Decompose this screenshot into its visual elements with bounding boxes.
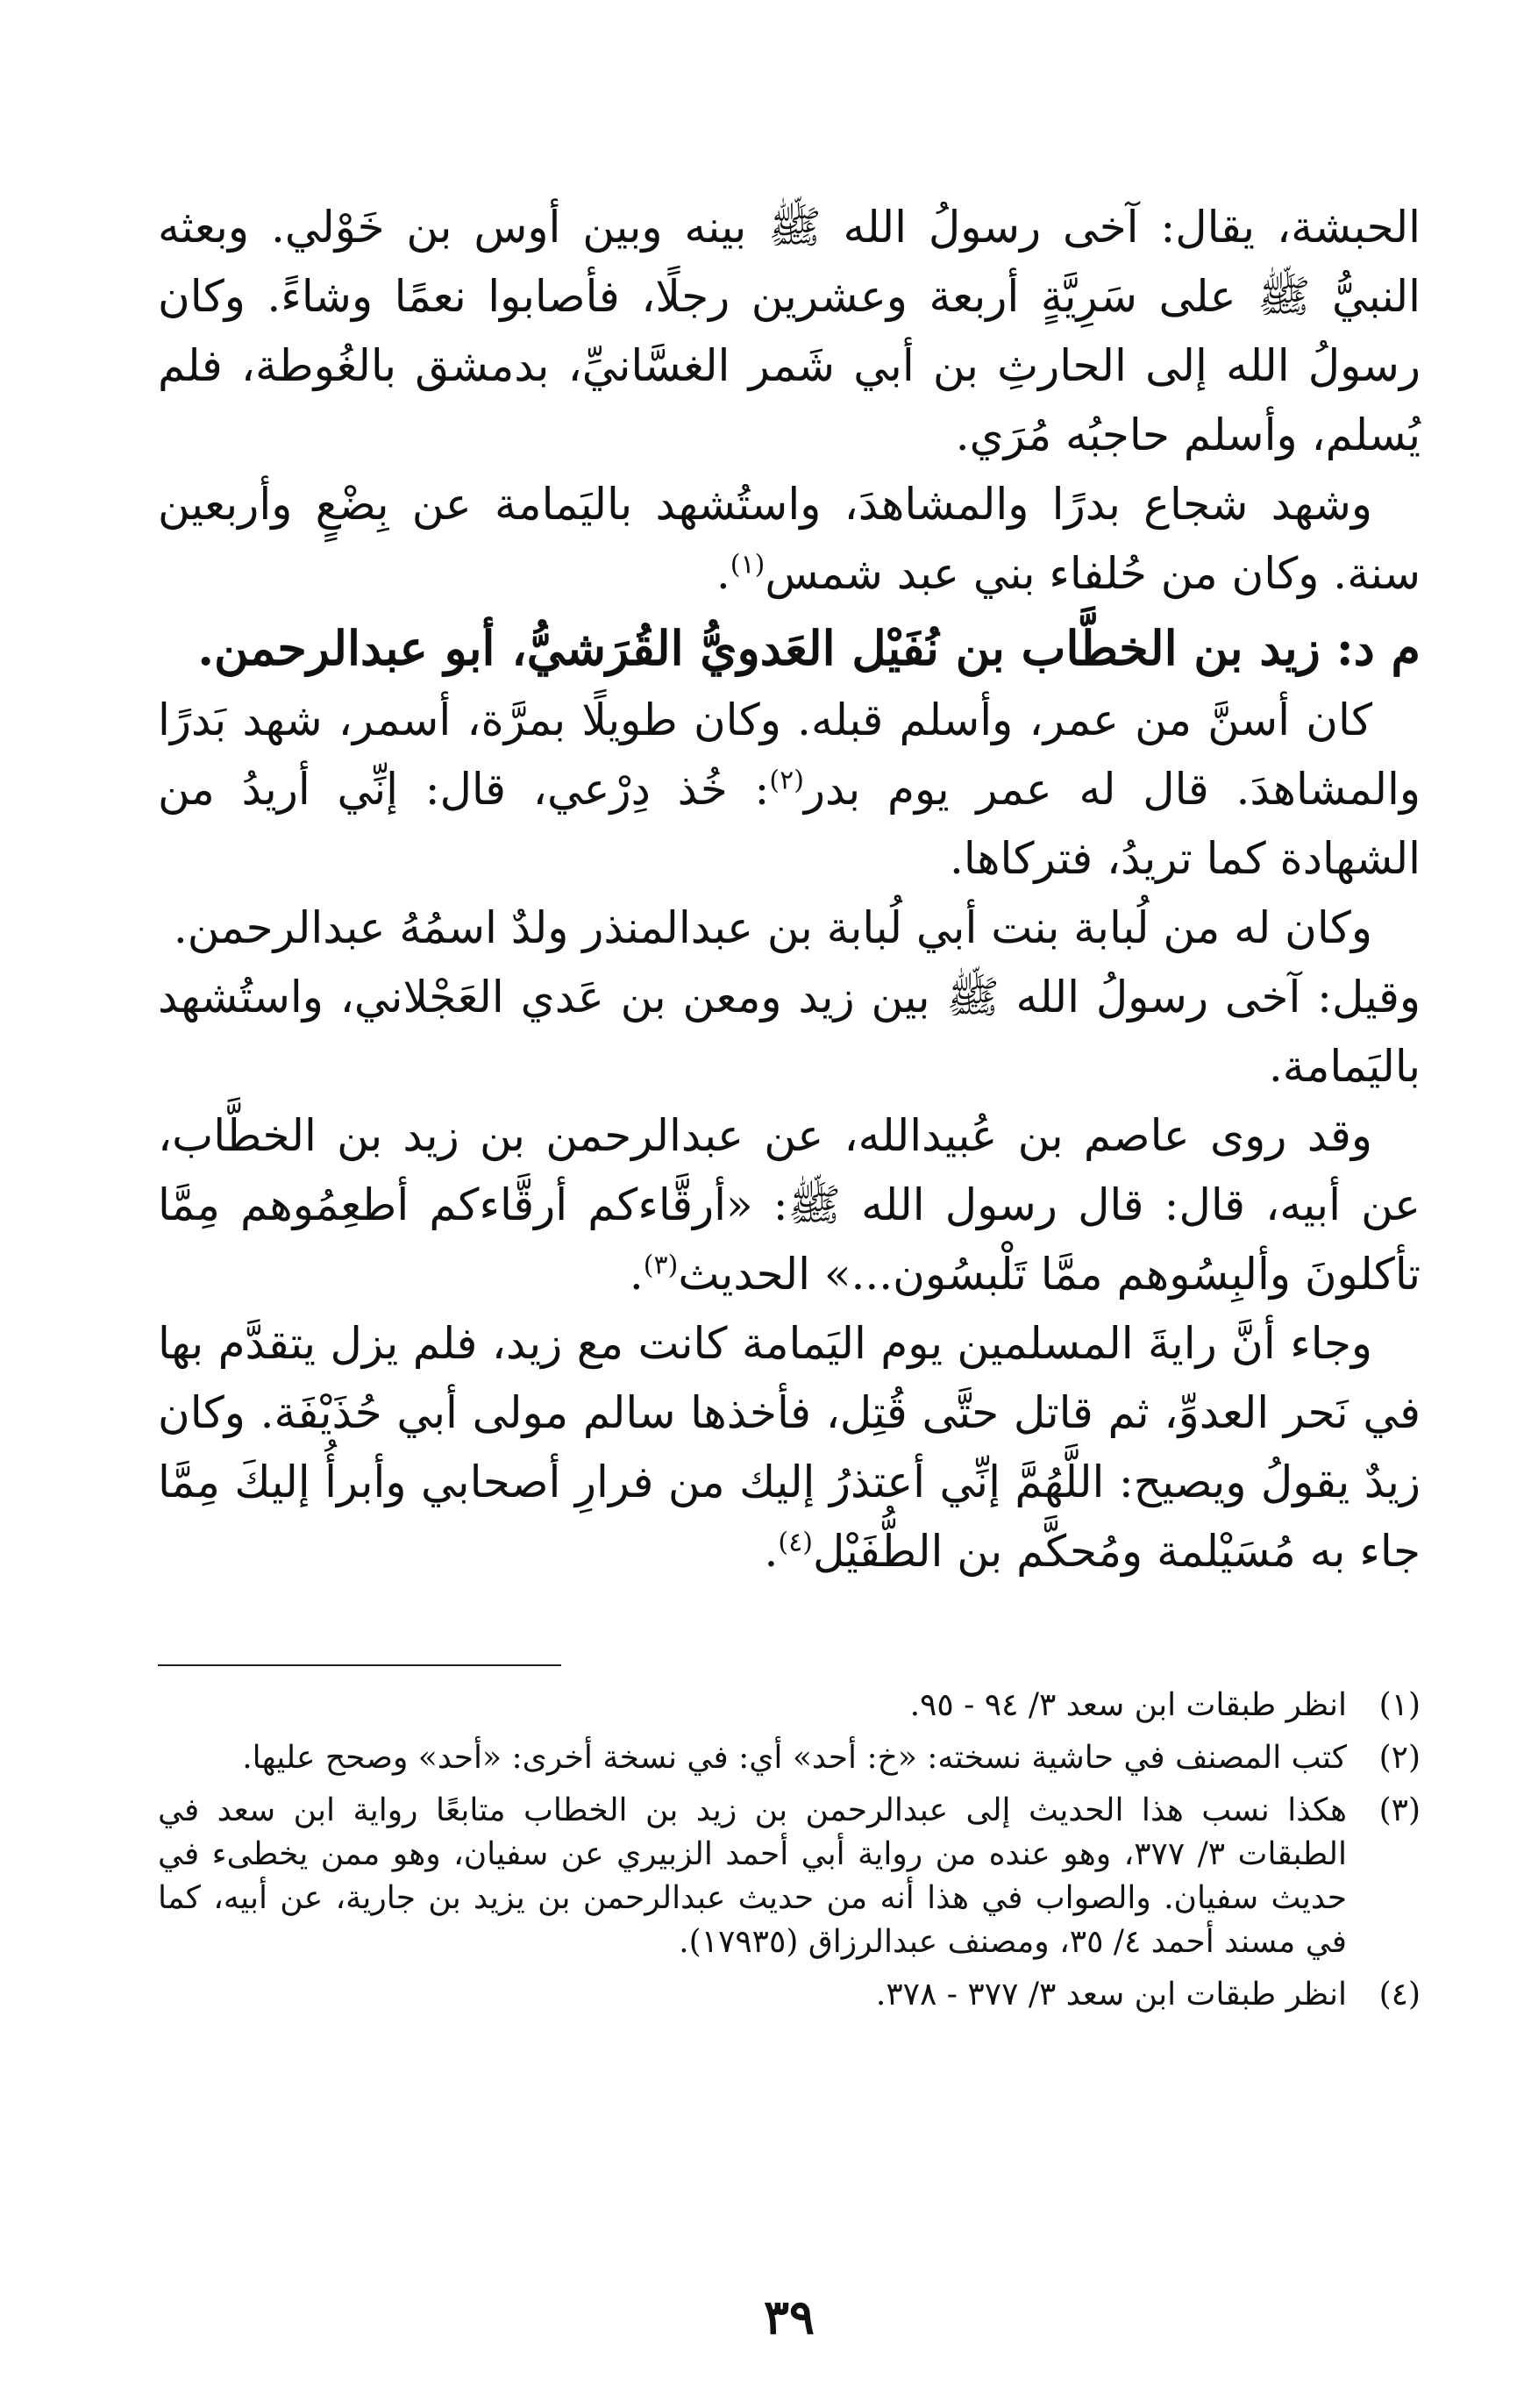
entry-heading	[158, 612, 1421, 684]
footnote-text: هكذا نسب هذا الحديث إلى عبدالرحمن بن زيد بن الخطاب متابعًا رواية ابن سعد في الطبقات ٣/ ٣٧٧، وهو عنده من رواية أبي أحمد الزبيري عن سفيان، وهو ممن يخطىء في حديث سفيان. والصواب في هذا أنه من حديث عبدالرحمن بن يزيد بن جارية، عن أبيه، كما في مسند أحمد ٤/ ٣٥، ومصنف عبدالرزاق (١٧٩٣٥).	[158, 1792, 1348, 1960]
paragraph-end: .	[764, 1526, 779, 1577]
footnote-ref[interactable]: (١)	[730, 549, 766, 581]
paragraph-end: .	[716, 548, 730, 599]
footnote-ref[interactable]: (٣)	[643, 1250, 679, 1281]
paragraph-text: كان أسنَّ من عمر، وأسلم قبله. وكان طويلًا بمرَّة، أسمر، شهد بَدرًا والمشاهدَ. قال له عمر يوم بدر	[158, 695, 1421, 815]
footnote-number: (٤)	[1378, 1977, 1421, 2013]
page-number: ٣٩	[763, 2289, 815, 2345]
paragraph-text: وقد روى عاصم بن عُبيدالله، عن عبدالرحمن بن زيد بن الخطَّاب، عن أبيه، قال: قال رسول الله ﷺ: «أرقَّاءكم أرقَّاءكم أطعِمُوهم مِمَّا تأكلونَ وألبِسُوهم ممَّا تَلْبسُون...» الحديث	[158, 1110, 1421, 1300]
footnote-number: (٢)	[1378, 1740, 1421, 1776]
paragraph: وقيل: آخى رسولُ الله ﷺ بين زيد ومعن بن عَدي العَجْلاني، واستُشهد باليَمامة.	[158, 972, 1421, 1092]
footnote-ref[interactable]: (٤)	[778, 1527, 813, 1558]
paragraph	[158, 686, 1421, 894]
footnote-item	[158, 1973, 1421, 2017]
footnote-number: (٣)	[1378, 1792, 1421, 1828]
footnote-ref[interactable]: (٢)	[769, 765, 804, 796]
paragraph-rest: : خُذ دِرْعي، قال: إنِّي أريدُ من الشهادة كما تريدُ، فتركاها.	[158, 764, 1421, 884]
paragraph	[158, 470, 1421, 609]
footnote-text: كتب المصنف في حاشية نسخته: «خ: أحد» أي: في نسخة أخرى: «أحد» وصحح عليها.	[242, 1740, 1347, 1776]
footnotes	[158, 1684, 1421, 2026]
footnote-text: انظر طبقات ابن سعد ٣/ ٣٧٧ - ٣٧٨.	[875, 1977, 1347, 2013]
footnote-text: انظر طبقات ابن سعد ٣/ ٩٤ - ٩٥.	[909, 1687, 1347, 1723]
document-page	[158, 193, 1421, 2350]
footnote-divider	[158, 1664, 561, 1666]
footnote-item	[158, 1736, 1421, 1780]
footnote-item	[158, 1684, 1421, 1728]
paragraph-end: .	[629, 1249, 644, 1300]
entry-title: زيد بن الخطَّاب بن نُفَيْل العَدويُّ القُرَشيُّ، أبو عبدالرحمن.	[197, 620, 1321, 676]
paragraph-text: وجاء أنَّ رايةَ المسلمين يوم اليَمامة كانت مع زيد، فلم يزل يتقدَّم بها في نَحر العدوِّ، ثم قاتل حتَّى قُتِل، فأخذها سالم مولى أبي حُذَيْفَة. وكان زيدٌ يقولُ ويصيح: اللَّهُمَّ إنِّي أعتذرُ إليك من فرارِ أصحابي وأبرأُ إليكَ مِمَّا جاء به مُسَيْلمة ومُحكَّم بن الطُّفَيْل	[158, 1318, 1421, 1577]
paragraph	[158, 1101, 1421, 1309]
main-text	[158, 193, 1421, 1586]
paragraph-text: وشهد شجاع بدرًا والمشاهدَ، واستُشهد باليَمامة عن بِضْعٍ وأربعين سنة. وكان من حُلفاء بني عبد شمس	[158, 479, 1421, 599]
paragraph	[158, 1309, 1421, 1586]
paragraph: الحبشة، يقال: آخى رسولُ الله ﷺ بينه وبين أوس بن خَوْلي. وبعثه النبيُّ ﷺ على سَرِيَّةٍ أربعة وعشرين رجلًا، فأصابوا نعمًا وشاءً. وكان رسولُ الله إلى الحارثِ بن أبي شَمر الغسَّانيِّ، بدمشق بالغُوطة، فلم يُسلم، وأسلم حاجبُه مُرَي.	[158, 202, 1421, 460]
entry-code: م د:	[1335, 620, 1421, 676]
footnote-number: (١)	[1378, 1687, 1421, 1723]
paragraph: وكان له من لُبابة بنت أبي لُبابة بن عبدالمنذر ولدٌ اسمُهُ عبدالرحمن.	[173, 902, 1372, 953]
footnote-item	[158, 1789, 1421, 1964]
